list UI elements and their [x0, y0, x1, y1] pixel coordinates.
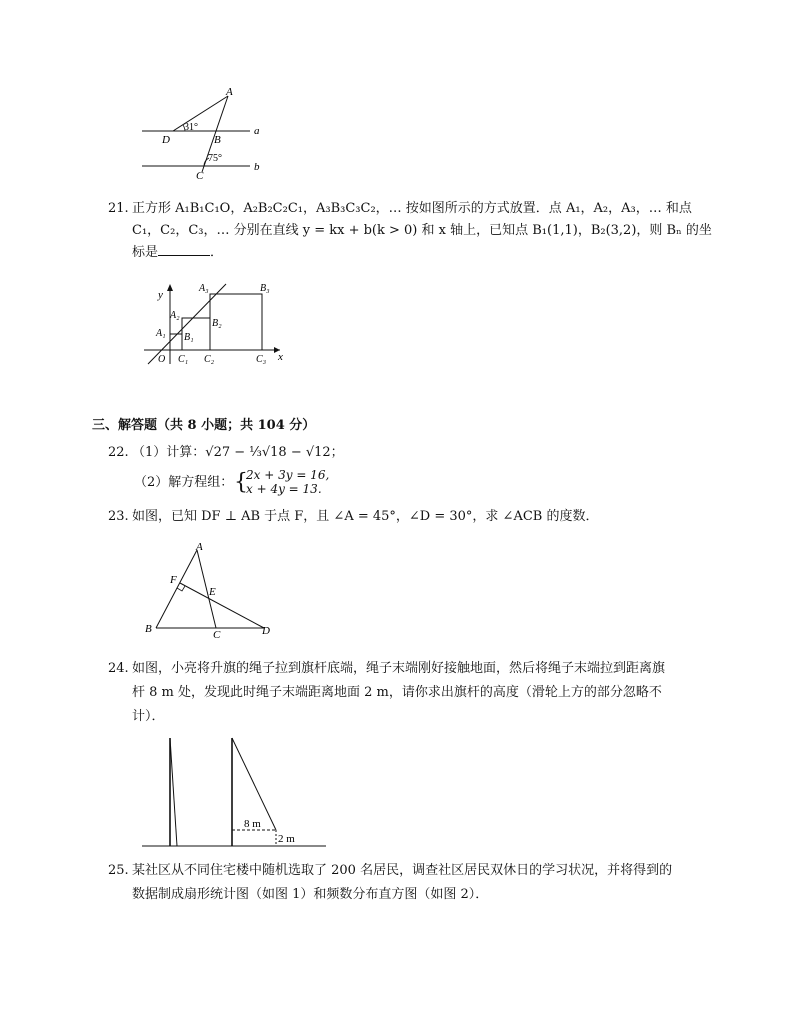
label-E: E — [209, 586, 216, 598]
q25-number: 25. — [108, 863, 129, 878]
label-B3: B₃ — [260, 283, 270, 294]
label-A2: A₂ — [170, 310, 180, 321]
label-x: x — [278, 351, 283, 363]
q23-text: 如图，已知 DF ⊥ AB 于点 F，且 ∠A = 45°，∠D = 30°，求 ∠ACB 的度数． — [132, 509, 599, 524]
q21-number: 21. — [108, 201, 129, 216]
label-C1: C₁ — [178, 354, 189, 365]
angle-31: 31° — [184, 122, 198, 133]
label-B: B — [214, 134, 221, 146]
q22-part1-label: （1）计算： — [132, 445, 206, 460]
label-A3: A₃ — [199, 283, 209, 294]
q21-line2: C₁，C₂，C₃，… 分别在直线 y = kx + b(k > 0) 和 x 轴上，已知点 B₁(1,1)，B₂(3,2)，则 Bₙ 的坐 — [132, 223, 712, 238]
label-C: C — [196, 170, 204, 182]
q22-part2-label: （2）解方程组： — [134, 475, 234, 490]
q24-number: 24. — [108, 661, 129, 676]
label-C: C — [213, 629, 221, 640]
q21-line3-pre: 标是 — [132, 245, 159, 260]
section-heading: 三、解答题（共 8 小题；共 104 分） — [92, 418, 316, 433]
label-D: D — [262, 625, 270, 637]
q21-line3-post: ． — [210, 245, 224, 260]
label-b: b — [254, 161, 260, 173]
q25-line1: 某社区从不同住宅楼中随机选取了 200 名居民，调查社区居民双休日的学习状况，并将得到的 — [132, 863, 673, 878]
height-2m: 2 m — [278, 833, 295, 845]
label-B2: B₂ — [212, 318, 222, 329]
label-y: y — [158, 289, 163, 301]
q25-line2: 数据制成扇形统计图（如图 1）和频数分布直方图（如图 2）． — [132, 887, 489, 902]
distance-8m: 8 m — [244, 818, 261, 830]
q23-number: 23. — [108, 509, 129, 524]
parallel-lines-figure — [138, 84, 278, 184]
angle-75: 75° — [208, 153, 222, 164]
q21-line3 — [132, 242, 722, 264]
label-A1: A₁ — [156, 328, 166, 339]
label-C2: C₂ — [204, 354, 215, 365]
q24-line3: 计）． — [132, 709, 165, 724]
label-B: B — [145, 623, 152, 635]
answer-blank — [158, 243, 210, 256]
label-A: A — [226, 86, 233, 98]
q22-number: 22. — [108, 445, 129, 460]
eq1: 2x + 3y = 16, — [246, 468, 330, 482]
squares-figure — [140, 280, 290, 368]
q22-part2 — [134, 468, 724, 496]
label-F: F — [170, 574, 177, 586]
label-a: a — [254, 125, 260, 137]
flagpole-figure — [140, 734, 330, 848]
eq2: x + 4y = 13. — [246, 482, 322, 496]
triangle-figure — [142, 540, 282, 640]
q21-line1: 正方形 A₁B₁C₁O，A₂B₂C₂C₁，A₃B₃C₃C₂，… 按如图所示的方式放置．点 A₁，A₂，A₃，… 和点 — [132, 201, 692, 216]
label-C3: C₃ — [256, 354, 267, 365]
q24-line2: 杆 8 m 处，发现此时绳子末端距离地面 2 m，请你求出旗杆的高度（滑轮上方的部分忽略不 — [132, 685, 662, 700]
brace: { — [234, 470, 248, 495]
q22-part1 — [132, 442, 722, 464]
label-B1: B₁ — [184, 332, 194, 343]
label-A: A — [196, 541, 203, 553]
label-O: O — [158, 354, 166, 365]
q24-line1: 如图，小亮将升旗的绳子拉到旗杆底端，绳子末端刚好接触地面，然后将绳子末端拉到距离旗 — [132, 661, 666, 676]
q22-part1-expr: √27 − ⅓√18 − √12； — [205, 445, 344, 460]
label-D: D — [162, 134, 170, 146]
